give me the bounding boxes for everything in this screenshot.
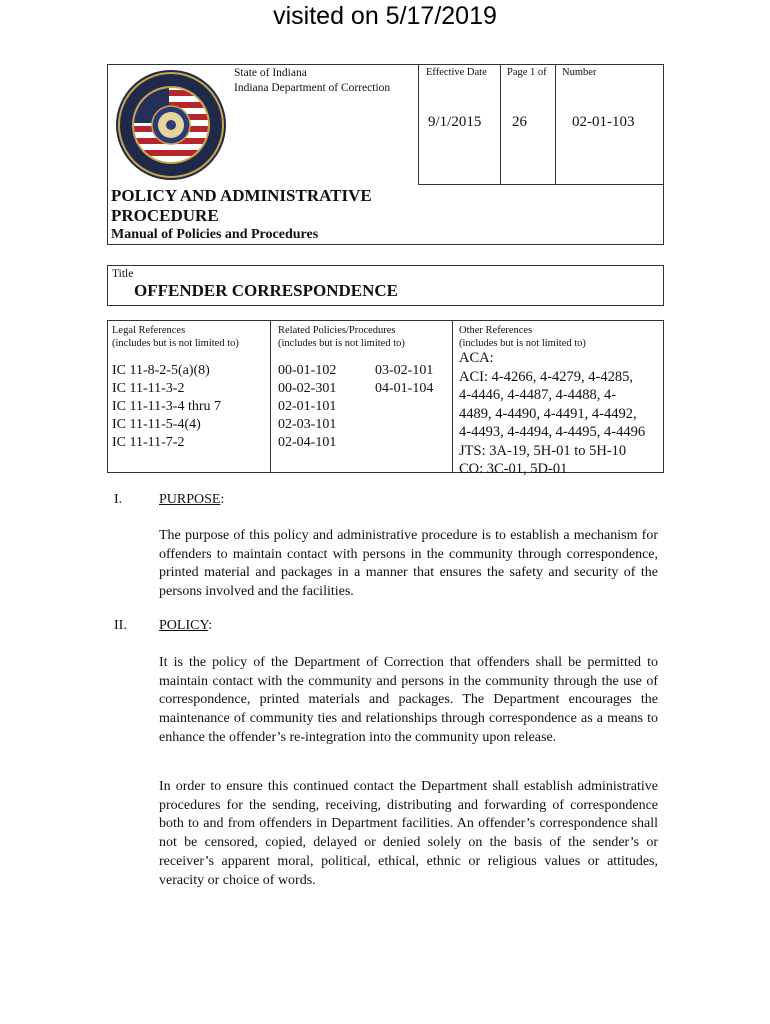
department-seal bbox=[114, 68, 228, 182]
other-reference: 4489, 4-4490, 4-4491, 4-4492, bbox=[459, 405, 637, 422]
visited-banner: visited on 5/17/2019 bbox=[273, 2, 497, 30]
other-references-subheader: (includes but is not limited to) bbox=[459, 338, 586, 349]
effective-date-label: Effective Date bbox=[426, 67, 487, 78]
org-line-department: Indiana Department of Correction bbox=[234, 82, 391, 94]
references-divider-2 bbox=[452, 320, 453, 473]
legal-reference: IC 11-11-3-2 bbox=[112, 381, 185, 396]
legal-references-list bbox=[112, 362, 221, 452]
manual-subtitle: Manual of Policies and Procedures bbox=[111, 227, 319, 242]
other-reference: ACI: 4-4266, 4-4279, 4-4285, bbox=[459, 368, 633, 385]
page-cell bbox=[500, 64, 556, 185]
legal-references-header: Legal References bbox=[112, 325, 186, 336]
related-policy: 00-01-102 bbox=[278, 363, 337, 378]
related-policy: 02-03-101 bbox=[278, 417, 337, 432]
related-policy: 04-01-104 bbox=[375, 381, 434, 396]
section-heading-suffix: : bbox=[208, 618, 213, 633]
other-reference: CO: 3C-01, 5D-01 bbox=[459, 461, 568, 477]
section-heading-suffix: : bbox=[220, 492, 225, 507]
legal-reference: IC 11-11-7-2 bbox=[112, 435, 185, 450]
policy-number: 02-01-103 bbox=[572, 114, 635, 130]
other-reference: 4-4446, 4-4487, 4-4488, 4- bbox=[459, 387, 617, 403]
references-divider-1 bbox=[270, 320, 271, 473]
number-label: Number bbox=[562, 67, 597, 78]
section-heading bbox=[159, 492, 224, 508]
legal-references-subheader: (includes but is not limited to) bbox=[112, 338, 239, 349]
legal-reference: IC 11-8-2-5(a)(8) bbox=[112, 363, 210, 378]
document-title: OFFENDER CORRESPONDENCE bbox=[134, 281, 398, 300]
related-policies-col1 bbox=[278, 362, 336, 452]
policy-heading-line2: PROCEDURE bbox=[111, 206, 219, 225]
effective-date-value: 9/1/2015 bbox=[428, 114, 482, 130]
related-policy: 00-02-301 bbox=[278, 381, 337, 396]
related-policy: 02-01-101 bbox=[278, 399, 337, 414]
section-paragraph: The purpose of this policy and administrative procedure is to establish a mechanism for offenders to maintain contact with persons in the community through correspondence, printed material and packages in a manner that ensures the safety and security of the persons involved and the facilities. bbox=[159, 528, 658, 600]
section-numeral: I. bbox=[114, 492, 123, 507]
other-references-header: Other References bbox=[459, 325, 533, 336]
section-paragraph: It is the policy of the Department of Correction that offenders shall be permitted to maintain contact with the community and persons in the community through the use of correspondence, printed materials and packages. The Department encourages the maintenance of community ties and relationships through correspondence as a means to enhance the offender’s re-integration into the community upon release. bbox=[159, 655, 658, 745]
page-label: Page 1 of bbox=[507, 67, 547, 78]
other-reference: JTS: 3A-19, 5H-01 to 5H-10 bbox=[459, 442, 627, 459]
related-policy: 02-04-101 bbox=[278, 435, 337, 450]
legal-reference: IC 11-11-5-4(4) bbox=[112, 417, 201, 432]
other-reference: 4-4493, 4-4494, 4-4495, 4-4496 bbox=[459, 424, 646, 440]
org-line-state: State of Indiana bbox=[234, 67, 307, 79]
policy-heading-line1: POLICY AND ADMINISTRATIVE bbox=[111, 186, 372, 205]
section-numeral: II. bbox=[114, 618, 127, 633]
section-heading bbox=[159, 618, 212, 634]
related-policies-header: Related Policies/Procedures bbox=[278, 325, 396, 336]
title-label: Title bbox=[112, 268, 134, 280]
legal-reference: IC 11-11-3-4 thru 7 bbox=[112, 399, 221, 414]
related-policies-subheader: (includes but is not limited to) bbox=[278, 338, 405, 349]
section-paragraph: In order to ensure this continued contact the Department shall establish administrative procedures for the sending, receiving, distributing and forwarding of correspondence both to and from offenders in Department facilities. An offender’s correspondence shall not be censored, copied, delayed or denied solely on the basis of the sender’s or receiver’s apparent moral, political, ethical, ethnic or religious values or attitudes, veracity or choice of words. bbox=[159, 779, 658, 888]
other-references-list bbox=[459, 349, 645, 479]
related-policies-col2 bbox=[375, 362, 433, 398]
page-count: 26 bbox=[512, 114, 527, 130]
section-heading-text: POLICY bbox=[159, 618, 209, 633]
other-reference: ACA: bbox=[459, 350, 494, 366]
section-heading-text: PURPOSE bbox=[159, 492, 221, 507]
related-policy: 03-02-101 bbox=[375, 363, 434, 378]
